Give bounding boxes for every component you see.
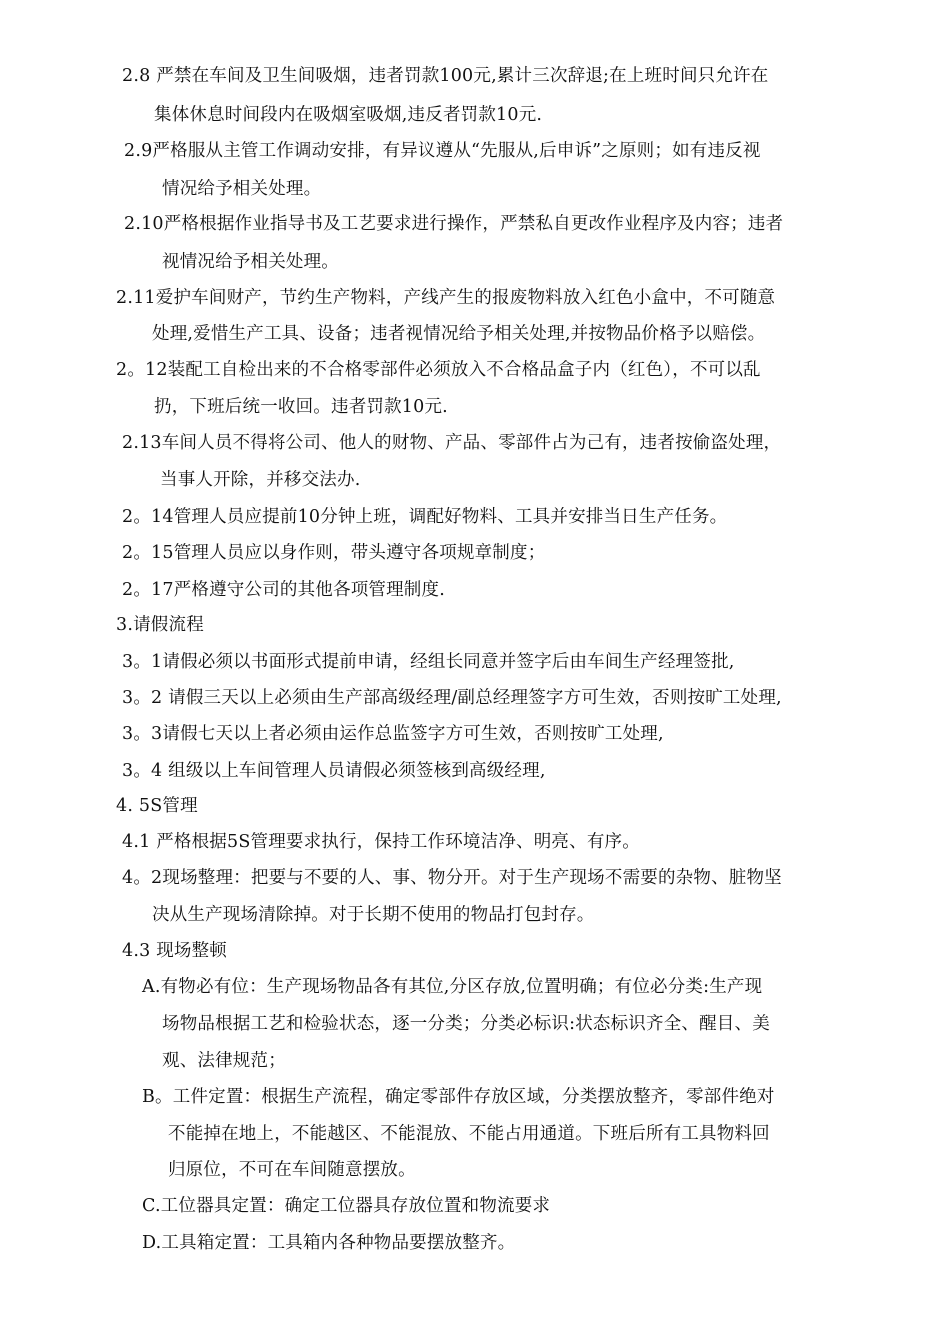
line-2-13-b: 当事人开除，并移交法办. — [160, 470, 361, 490]
line-2-11-b: 处理,爱惜生产工具、设备；违者视情况给予相关处理,并按物品价格予以赔偿。 — [152, 324, 766, 344]
item-b-line-1: B。工件定置：根据生产流程，确定零部件存放区域，分类摆放整齐，零部件绝对 — [142, 1087, 775, 1107]
line-2-8-b: 集体休息时间段内在吸烟室吸烟,违反者罚款10元. — [154, 105, 543, 125]
line-2-9-a: 2.9严格服从主管工作调动安排，有异议遵从“先服从,后申诉”之原则；如有违反视 — [124, 141, 761, 161]
line-2-14: 2。14管理人员应提前10分钟上班，调配好物料、工具并安排当日生产任务。 — [122, 507, 728, 527]
item-b-line-3: 归原位，不可在车间随意摆放。 — [168, 1160, 416, 1180]
item-c: C.工位器具定置：确定工位器具存放位置和物流要求 — [142, 1196, 551, 1216]
item-a-line-1: A.有物必有位：生产现场物品各有其位,分区存放,位置明确；有位必分类:生产现 — [142, 977, 763, 997]
line-3-1: 3。1请假必须以书面形式提前申请，经组长同意并签字后由车间生产经理签批, — [122, 652, 735, 672]
line-4-3: 4.3 现场整顿 — [122, 941, 227, 961]
line-2-10-a: 2.10严格根据作业指导书及工艺要求进行操作，严禁私自更改作业程序及内容；违者 — [124, 214, 784, 234]
line-2-12-a: 2。12装配工自检出来的不合格零部件必须放入不合格品盒子内（红色），不可以乱 — [116, 360, 761, 380]
line-3-2: 3。2 请假三天以上必须由生产部高级经理/副总经理签字方可生效，否则按旷工处理, — [122, 688, 782, 708]
section-4-heading: 4. 5S管理 — [116, 796, 198, 816]
item-b-line-2: 不能掉在地上，不能越区、不能混放、不能占用通道。下班后所有工具物料回 — [168, 1124, 770, 1144]
item-a-line-2: 场物品根据工艺和检验状态，逐一分类；分类必标识:状态标识齐全、醒目、美 — [162, 1014, 770, 1034]
line-3-4: 3。4 组级以上车间管理人员请假必须签核到高级经理, — [122, 761, 546, 781]
item-a-line-3: 观、法律规范； — [162, 1051, 286, 1071]
line-3-3: 3。3请假七天以上者必须由运作总监签字方可生效，否则按旷工处理, — [122, 724, 664, 744]
line-2-11-a: 2.11爱护车间财产，节约生产物料，产线产生的报废物料放入红色小盒中，不可随意 — [116, 288, 776, 308]
line-2-9-b: 情况给予相关处理。 — [162, 179, 322, 199]
line-2-10-b: 视情况给予相关处理。 — [162, 252, 339, 272]
line-2-12-b: 扔，下班后统一收回。违者罚款10元. — [154, 397, 448, 417]
line-2-15: 2。15管理人员应以身作则，带头遵守各项规章制度； — [122, 543, 546, 563]
section-3-heading: 3.请假流程 — [116, 615, 204, 635]
line-2-13-a: 2.13车间人员不得将公司、他人的财物、产品、零部件占为己有，违者按偷盗处理， — [122, 433, 782, 453]
item-d: D.工具箱定置：工具箱内各种物品要摆放整齐。 — [142, 1233, 516, 1253]
line-4-2-a: 4。2现场整理：把要与不要的人、事、物分开。对于生产现场不需要的杂物、脏物坚 — [122, 868, 782, 888]
line-2-17: 2。17严格遵守公司的其他各项管理制度. — [122, 580, 445, 600]
line-4-2-b: 决从生产现场清除掉。对于长期不使用的物品打包封存。 — [152, 905, 595, 925]
line-4-1: 4.1 严格根据5S管理要求执行，保持工作环境洁净、明亮、有序。 — [122, 832, 640, 852]
line-2-8-a: 2.8 严禁在车间及卫生间吸烟，违者罚款100元,累计三次辞退;在上班时间只允许在 — [122, 66, 769, 86]
